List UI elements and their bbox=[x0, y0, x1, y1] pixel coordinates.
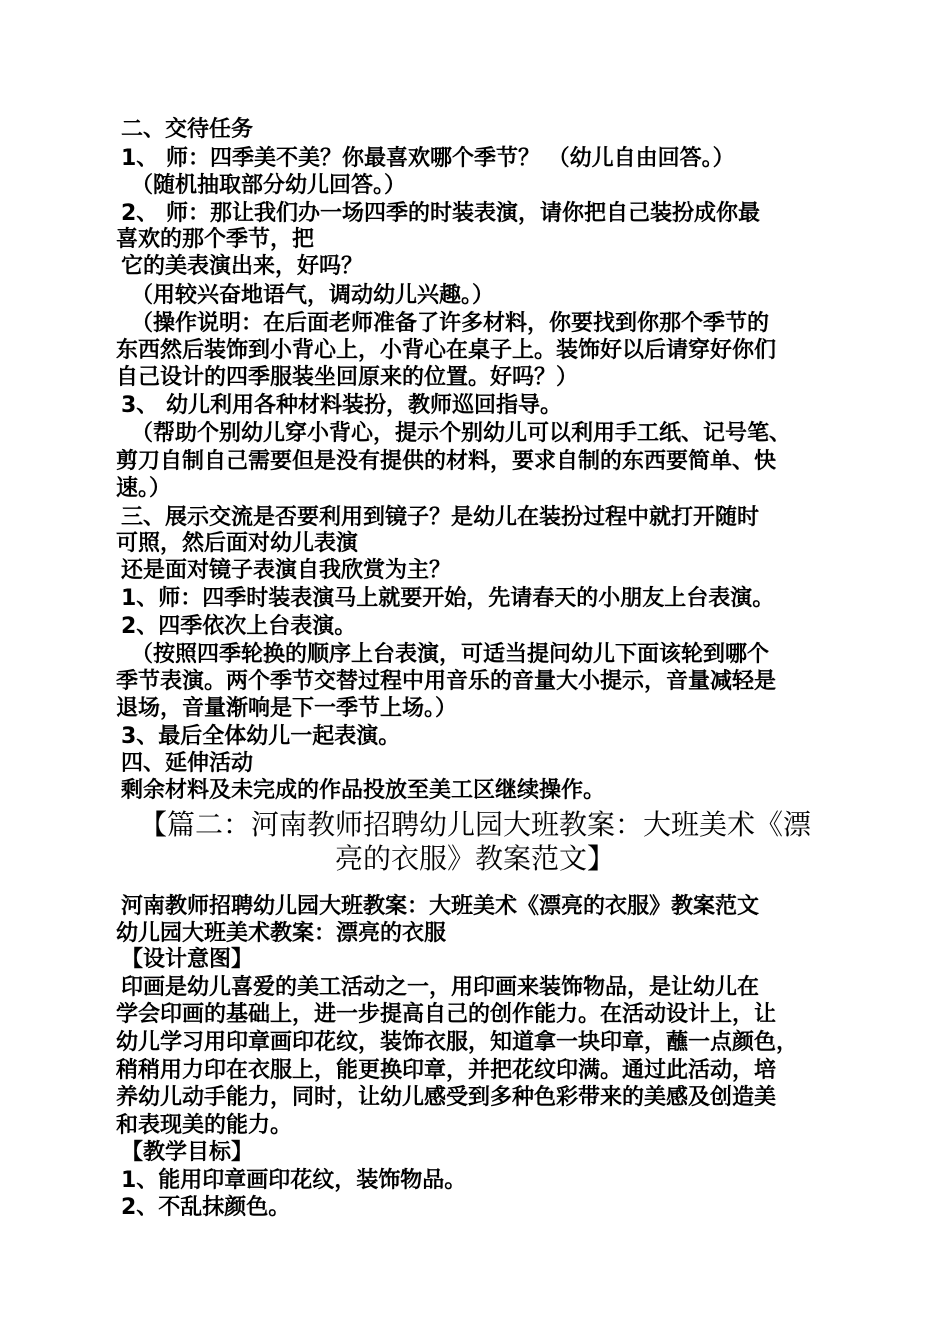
text-line: （用较兴奋地语气，调动幼儿兴趣。） bbox=[131, 283, 495, 308]
heading-two: 二、交待任务 bbox=[121, 117, 254, 142]
text-line: 【设计意图】 bbox=[121, 947, 254, 972]
text-line: 速。） bbox=[116, 476, 172, 501]
text-line: 它的美表演出来，好吗？ bbox=[121, 254, 364, 279]
text-line: 剩余材料及未完成的作品投放至美工区继续操作。 bbox=[121, 778, 606, 803]
section-title: 亮的衣服》教案范文】 bbox=[334, 842, 615, 875]
text-line: 2、 师：那让我们办一场四季的时装表演，请你把自己装扮成你最 bbox=[121, 201, 760, 226]
text-line: 退场，音量渐响是下一季节上场。） bbox=[116, 696, 458, 721]
text-line: 东西然后装饰到小背心上，小背心在桌子上。装饰好以后请穿好你们 bbox=[116, 338, 777, 363]
text-line: 学会印画的基础上，进一步提高自己的创作能力。在活动设计上，让 bbox=[116, 1002, 777, 1027]
text-line: 季节表演。两个季节交替过程中用音乐的音量大小提示，音量减轻是 bbox=[116, 669, 777, 694]
text-line: 和表现美的能力。 bbox=[116, 1113, 293, 1138]
text-line: （随机抽取部分幼儿回答。） bbox=[131, 173, 407, 198]
text-line: 还是面对镜子表演自我欣赏为主？ bbox=[121, 558, 452, 583]
text-line: 可照，然后面对幼儿表演 bbox=[116, 531, 359, 556]
text-line: （按照四季轮换的顺序上台表演，可适当提问幼儿下面该轮到哪个 bbox=[131, 642, 770, 667]
section-title: 【篇二：河南教师招聘幼儿园大班教案：大班美术《漂 bbox=[138, 808, 811, 841]
text-line: 1、 师：四季美不美？你最喜欢哪个季节？ （幼儿自由回答。） bbox=[121, 146, 735, 171]
text-line: （帮助个别幼儿穿小背心，提示个别幼儿可以利用手工纸、记号笔、 bbox=[131, 421, 792, 446]
text-line: 幼儿园大班美术教案：漂亮的衣服 bbox=[116, 921, 447, 946]
text-line: 稍稍用力印在衣服上，能更换印章，并把花纹印满。通过此活动，培 bbox=[116, 1058, 777, 1083]
text-line: 养幼儿动手能力，同时，让幼儿感受到多种色彩带来的美感及创造美 bbox=[116, 1085, 777, 1110]
text-line: 自己设计的四季服装坐回原来的位置。好吗？） bbox=[116, 365, 579, 390]
text-line: 【教学目标】 bbox=[121, 1140, 254, 1165]
text-line: 2、四季依次上台表演。 bbox=[121, 614, 357, 639]
text-line: 剪刀自制自己需要但是没有提供的材料，要求自制的东西要简单、快 bbox=[116, 449, 777, 474]
text-line: 1、师：四季时装表演马上就要开始，先请春天的小朋友上台表演。 bbox=[121, 586, 775, 611]
heading-four: 四、延伸活动 bbox=[121, 751, 254, 776]
text-line: 3、最后全体幼儿一起表演。 bbox=[121, 724, 401, 749]
text-line: 河南教师招聘幼儿园大班教案：大班美术《漂亮的衣服》教案范文 bbox=[121, 894, 760, 919]
heading-three: 三、展示交流是否要利用到镜子？是幼儿在装扮过程中就打开随时 bbox=[121, 505, 760, 530]
text-line: 幼儿学习用印章画印花纹，装饰衣服，知道拿一块印章，蘸一点颜色， bbox=[116, 1030, 799, 1055]
text-line: 2、不乱抹颜色。 bbox=[121, 1195, 291, 1220]
text-line: 印画是幼儿喜爱的美工活动之一，用印画来装饰物品，是让幼儿在 bbox=[121, 975, 760, 1000]
text-line: 喜欢的那个季节，把 bbox=[116, 227, 315, 252]
text-line: 1、能用印章画印花纹，装饰物品。 bbox=[121, 1168, 467, 1193]
text-line: 3、 幼儿利用各种材料装扮，教师巡回指导。 bbox=[121, 393, 562, 418]
text-line: （操作说明：在后面老师准备了许多材料，你要找到你那个季节的 bbox=[131, 311, 770, 336]
